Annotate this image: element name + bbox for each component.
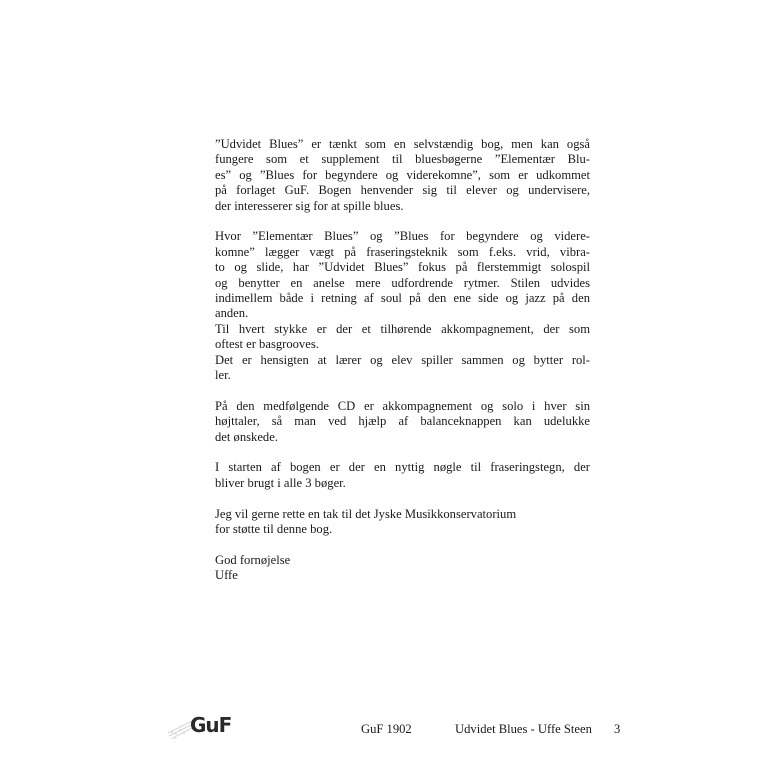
paragraph-3 bbox=[215, 399, 590, 445]
text-line: Til hvert stykke er der et tilhørende akkompagnement, der som bbox=[215, 321, 590, 336]
text-line: ler. bbox=[215, 368, 231, 383]
text-line: det ønskede. bbox=[215, 429, 278, 444]
paragraph-4 bbox=[215, 460, 590, 491]
text-line: bliver brugt i alle 3 bøger. bbox=[215, 475, 346, 490]
page-number: 3 bbox=[614, 722, 621, 736]
text-line: anden. bbox=[215, 306, 249, 321]
text-line: I starten af bogen er der en nyttig nøgle til fraseringstegn, der bbox=[215, 460, 590, 475]
signature-name: Uffe bbox=[215, 568, 238, 583]
text-line: oftest er basgrooves. bbox=[215, 337, 319, 352]
text-line: På den medfølgende CD er akkompagnement og solo i hver sin bbox=[215, 398, 590, 413]
text-line: fungere som et supplement til bluesbøgerne ”Elementær Blu- bbox=[215, 152, 590, 167]
catalog-code: GuF 1902 bbox=[361, 722, 412, 736]
text-line: på forlaget GuF. Bogen henvender sig til elever og undervisere, bbox=[215, 183, 590, 198]
publisher-logo bbox=[166, 703, 246, 743]
text-line: komne” lægger vægt på fraseringsteknik som f.eks. vrid, vibra- bbox=[215, 244, 590, 259]
text-line: to og slide, har ”Udvidet Blues” fokus på flerstemmigt solospil bbox=[215, 260, 590, 275]
text-line: Hvor ”Elementær Blues” og ”Blues for begyndere og videre- bbox=[215, 229, 590, 244]
text-line: der interesserer sig for at spille blues. bbox=[215, 198, 404, 213]
closing-greeting: God fornøjelse bbox=[215, 552, 291, 567]
paragraph-5 bbox=[215, 507, 590, 538]
logo-text: GuF bbox=[190, 713, 232, 737]
closing bbox=[215, 553, 590, 584]
text-line: indimellem både i retning af soul på den ene side og jazz på den bbox=[215, 291, 590, 306]
paragraph-2 bbox=[215, 229, 590, 383]
paragraph-1 bbox=[215, 137, 590, 214]
text-line: ”Udvidet Blues” er tænkt som en selvstændig bog, men kan også bbox=[215, 137, 590, 151]
text-line: højttaler, så man ved hjælp af balanceknappen kan udelukke bbox=[215, 414, 590, 429]
text-line: Jeg vil gerne rette en tak til det Jyske Musikkonservatorium bbox=[215, 506, 517, 521]
text-line: for støtte til denne bog. bbox=[215, 522, 333, 537]
text-line: Det er hensigten at lærer og elev spiller sammen og bytter rol- bbox=[215, 352, 590, 367]
text-line: es” og ”Blues for begyndere og viderekomne”, som er udkommet bbox=[215, 167, 590, 182]
guf-logo-icon bbox=[166, 703, 246, 743]
running-title: Udvidet Blues - Uffe Steen bbox=[455, 722, 592, 736]
page-body bbox=[215, 137, 590, 599]
text-line: og benytter en anelse mere udfordrende rytmer. Stilen udvides bbox=[215, 275, 590, 290]
